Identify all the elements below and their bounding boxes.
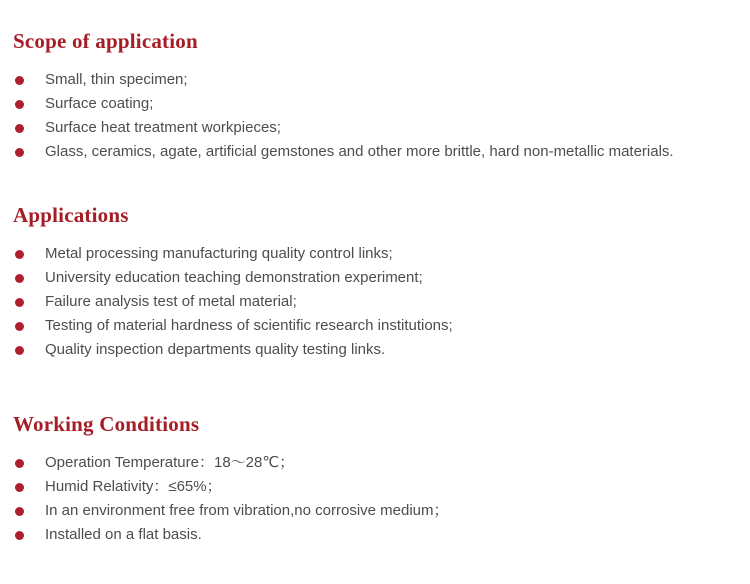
list-item: [0, 92, 750, 116]
bullet-icon: [15, 124, 24, 133]
bullet-icon: [15, 507, 24, 516]
list-item-text: Quality inspection departments quality testing links.: [45, 341, 386, 358]
bullet-icon: [15, 531, 24, 540]
bullet-icon: [15, 100, 24, 109]
list-item: [0, 338, 750, 362]
list-item-text: University education teaching demonstration experiment;: [45, 269, 423, 286]
list-item: [0, 523, 750, 547]
list-item-text: Small, thin specimen;: [45, 71, 188, 88]
bullet-icon: [15, 298, 24, 307]
scope-of-application-list: [0, 68, 750, 164]
list-item-text: Operation Temperature：18～28℃；: [45, 454, 295, 471]
list-item-text: Surface heat treatment workpieces;: [45, 119, 281, 136]
list-item-text: Installed on a flat basis.: [45, 526, 202, 543]
bullet-icon: [15, 459, 24, 468]
list-item-text: In an environment free from vibration,no corrosive medium；: [45, 502, 449, 519]
list-item-text: Testing of material hardness of scientific research institutions;: [45, 317, 453, 334]
bullet-icon: [15, 148, 24, 157]
list-item: [0, 475, 750, 499]
list-item: [0, 140, 750, 164]
list-item: [0, 314, 750, 338]
list-item-text: Glass, ceramics, agate, artificial gemstones and other more brittle, hard non-metallic materials.: [45, 143, 674, 160]
list-item: [0, 290, 750, 314]
bullet-icon: [15, 274, 24, 283]
bullet-icon: [15, 76, 24, 85]
section-heading-scope-of-application: Scope of application: [13, 29, 198, 53]
bullet-icon: [15, 346, 24, 355]
list-item: [0, 116, 750, 140]
applications-list: [0, 242, 750, 362]
bullet-icon: [15, 322, 24, 331]
list-item-text: Metal processing manufacturing quality control links;: [45, 245, 393, 262]
list-item-text: Failure analysis test of metal material;: [45, 293, 297, 310]
section-heading-applications: Applications: [13, 203, 129, 227]
list-item-text: Humid Relativity：≤65%；: [45, 478, 222, 495]
bullet-icon: [15, 250, 24, 259]
bullet-icon: [15, 483, 24, 492]
working-conditions-list: [0, 451, 750, 547]
list-item: [0, 68, 750, 92]
list-item: [0, 266, 750, 290]
list-item: [0, 451, 750, 475]
list-item: [0, 499, 750, 523]
list-item-text: Surface coating;: [45, 95, 154, 112]
list-item: [0, 242, 750, 266]
section-heading-working-conditions: Working Conditions: [13, 412, 200, 436]
